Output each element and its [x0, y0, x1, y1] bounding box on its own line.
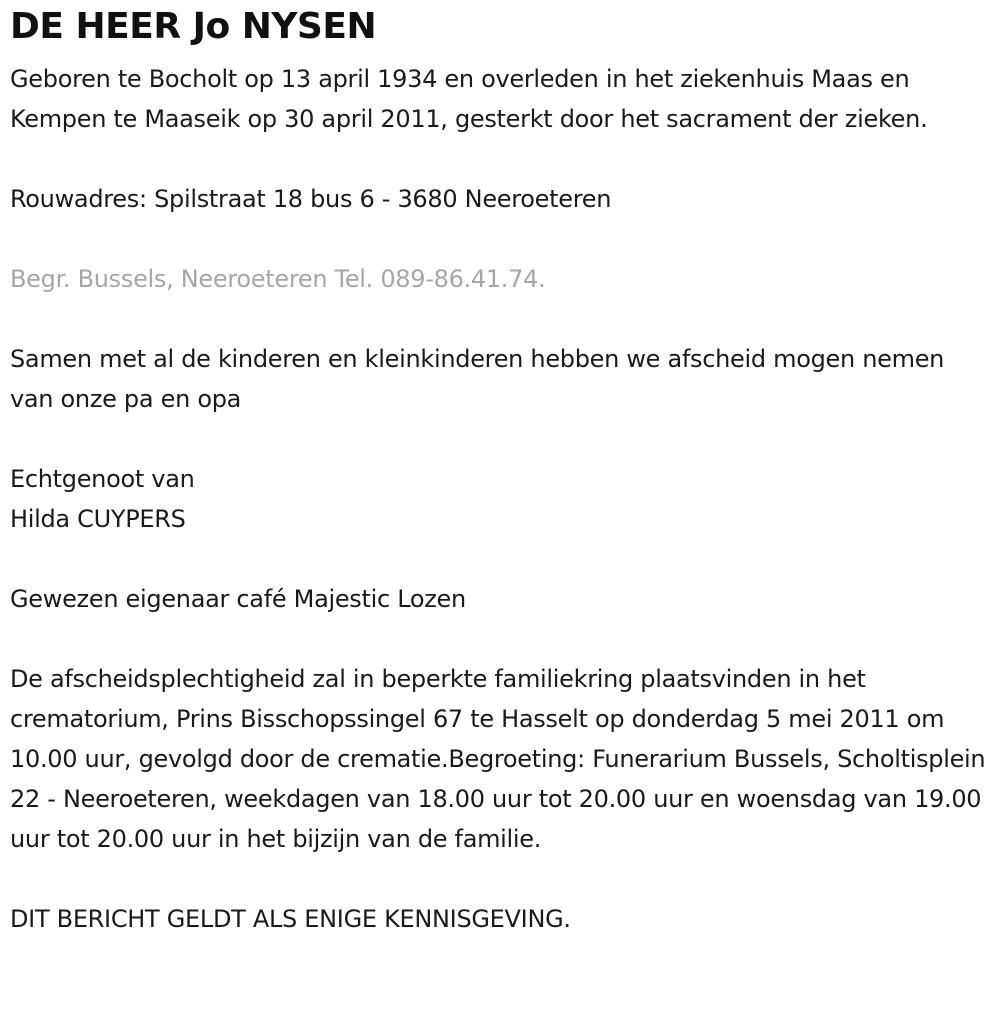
occupation-text: Gewezen eigenaar café Majestic Lozen: [10, 585, 466, 613]
closing-text: DIT BERICHT GELDT ALS ENIGE KENNISGEVING.: [10, 905, 571, 933]
rouwadres-text: Rouwadres: Spilstraat 18 bus 6 - 3680 Neeroeteren: [10, 185, 612, 213]
spouse-block: [10, 459, 990, 539]
death-notice: [10, 0, 990, 939]
funeral-director-text: Begr. Bussels, Neeroeteren Tel. 089-86.41.74.: [10, 265, 546, 293]
notice-title: DE HEER Jo NYSEN: [10, 6, 377, 47]
spouse-name: Hilda CUYPERS: [10, 505, 186, 533]
spouse-label: Echtgenoot van: [10, 465, 195, 493]
birth-death-text: Geboren te Bocholt op 13 april 1934 en overleden in het ziekenhuis Maas en Kempen te Maaseik op 30 april 2011, gesterkt door het sacrament der zieken.: [10, 65, 928, 133]
family-message-text: Samen met al de kinderen en kleinkinderen hebben we afscheid mogen nemen van onze pa en opa: [10, 345, 945, 413]
ceremony-text: De afscheidsplechtigheid zal in beperkte familiekring plaatsvinden in het crematorium, Prins Bisschopssingel 67 te Hasselt op donderdag 5 mei 2011 om 10.00 uur, gevolgd door de crematie.Begroeting: Funerarium Bussels, Scholtisplein 22 - Neeroeteren, weekdagen van 18.00 uur tot 20.00 uur en woensdag van 19.00 uur tot 20.00 uur in het bijzijn van de familie.: [10, 665, 986, 853]
